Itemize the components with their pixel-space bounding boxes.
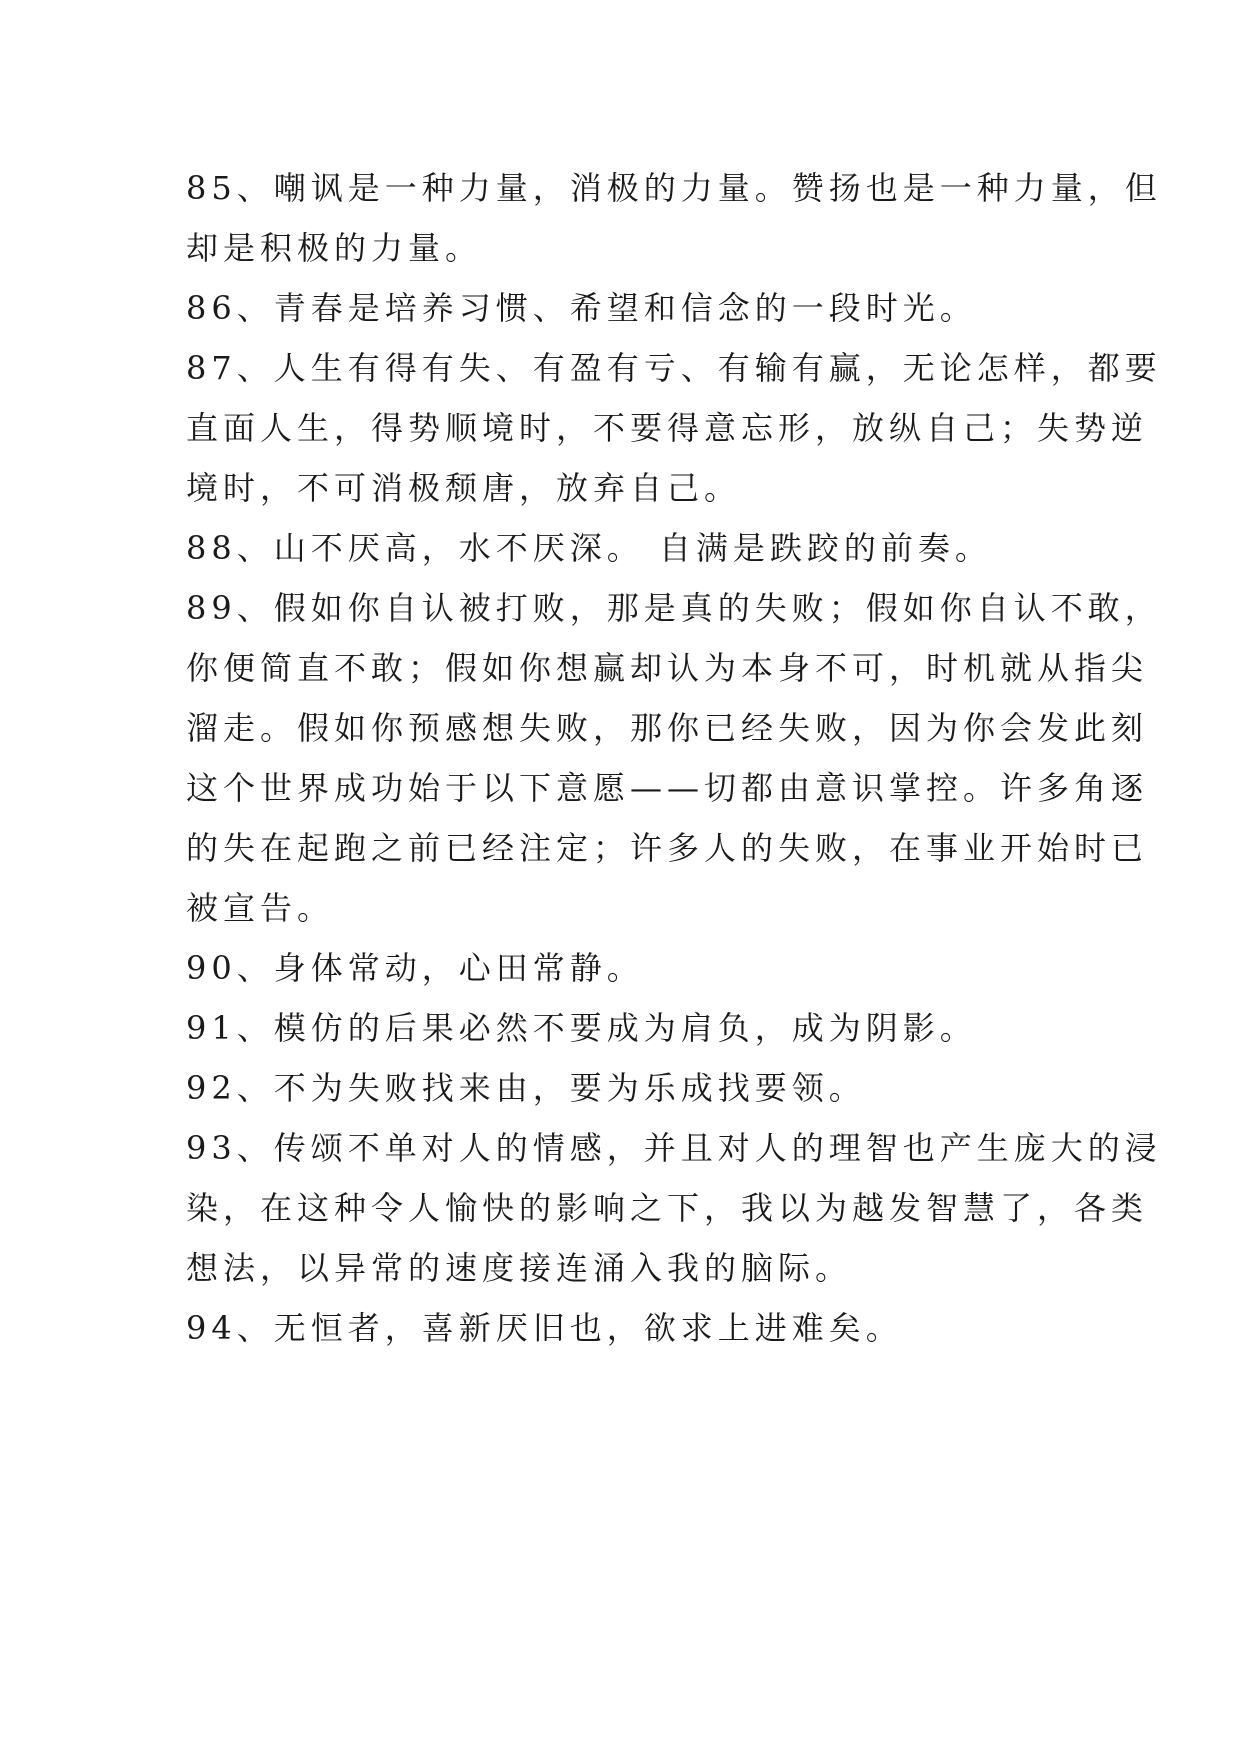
quote-item-85 [186,158,1162,278]
quote-line: 86、青春是培养习惯、希望和信念的一段时光。 [186,289,977,327]
quote-item-90 [186,938,1066,998]
quote-line: 92、不为失败找来由，要为乐成找要领。 [186,1069,866,1107]
quote-line: 91、模仿的后果必然不要成为肩负，成为阴影。 [186,1009,977,1047]
quote-line: 93、传颂不单对人的情感，并且对人的理智也产生庞大的浸 [186,1129,1162,1167]
quote-line: 94、无恒者，喜新厌旧也，欲求上进难矣。 [186,1309,903,1347]
quote-line: 的失在起跑之前已经注定；许多人的失败，在事业开始时已 [186,829,1149,867]
quote-item-93 [186,1118,1162,1298]
quote-line: 直面人生，得势顺境时，不要得意忘形，放纵自己；失势逆 [186,409,1149,447]
quote-line: 89、假如你自认被打败，那是真的失败；假如你自认不敢， [186,589,1162,627]
quote-line: 被宣告。 [186,889,335,927]
quote-line: 溜走。假如你预感想失败，那你已经失败，因为你会发此刻 [186,709,1149,747]
quote-item-86 [186,278,1066,338]
quote-line: 90、身体常动，心田常静。 [186,949,644,987]
quote-line: 你便简直不敢；假如你想赢却认为本身不可，时机就从指尖 [186,649,1149,687]
quote-line: 却是积极的力量。 [186,229,483,267]
quote-line: 想法，以异常的速度接连涌入我的脑际。 [186,1249,853,1287]
quote-line: 85、嘲讽是一种力量，消极的力量。赞扬也是一种力量，但 [186,169,1162,207]
quote-item-91 [186,998,1066,1058]
quote-line: 88、山不厌高，水不厌深。 自满是跌跤的前奏。 [186,529,992,567]
quote-item-94 [186,1298,1066,1358]
quote-line: 这个世界成功始于以下意愿——切都由意识掌控。许多角逐 [186,769,1149,807]
quote-item-88 [186,518,1066,578]
quote-line: 染，在这种令人愉快的影响之下，我以为越发智慧了，各类 [186,1189,1149,1227]
quote-list [186,158,1162,1358]
quote-item-87 [186,338,1162,518]
quote-line: 境时，不可消极颓唐，放弃自己。 [186,469,742,507]
quote-item-92 [186,1058,1066,1118]
quote-line: 87、人生有得有失、有盈有亏、有输有赢，无论怎样，都要 [186,349,1162,387]
quote-item-89 [186,578,1162,938]
